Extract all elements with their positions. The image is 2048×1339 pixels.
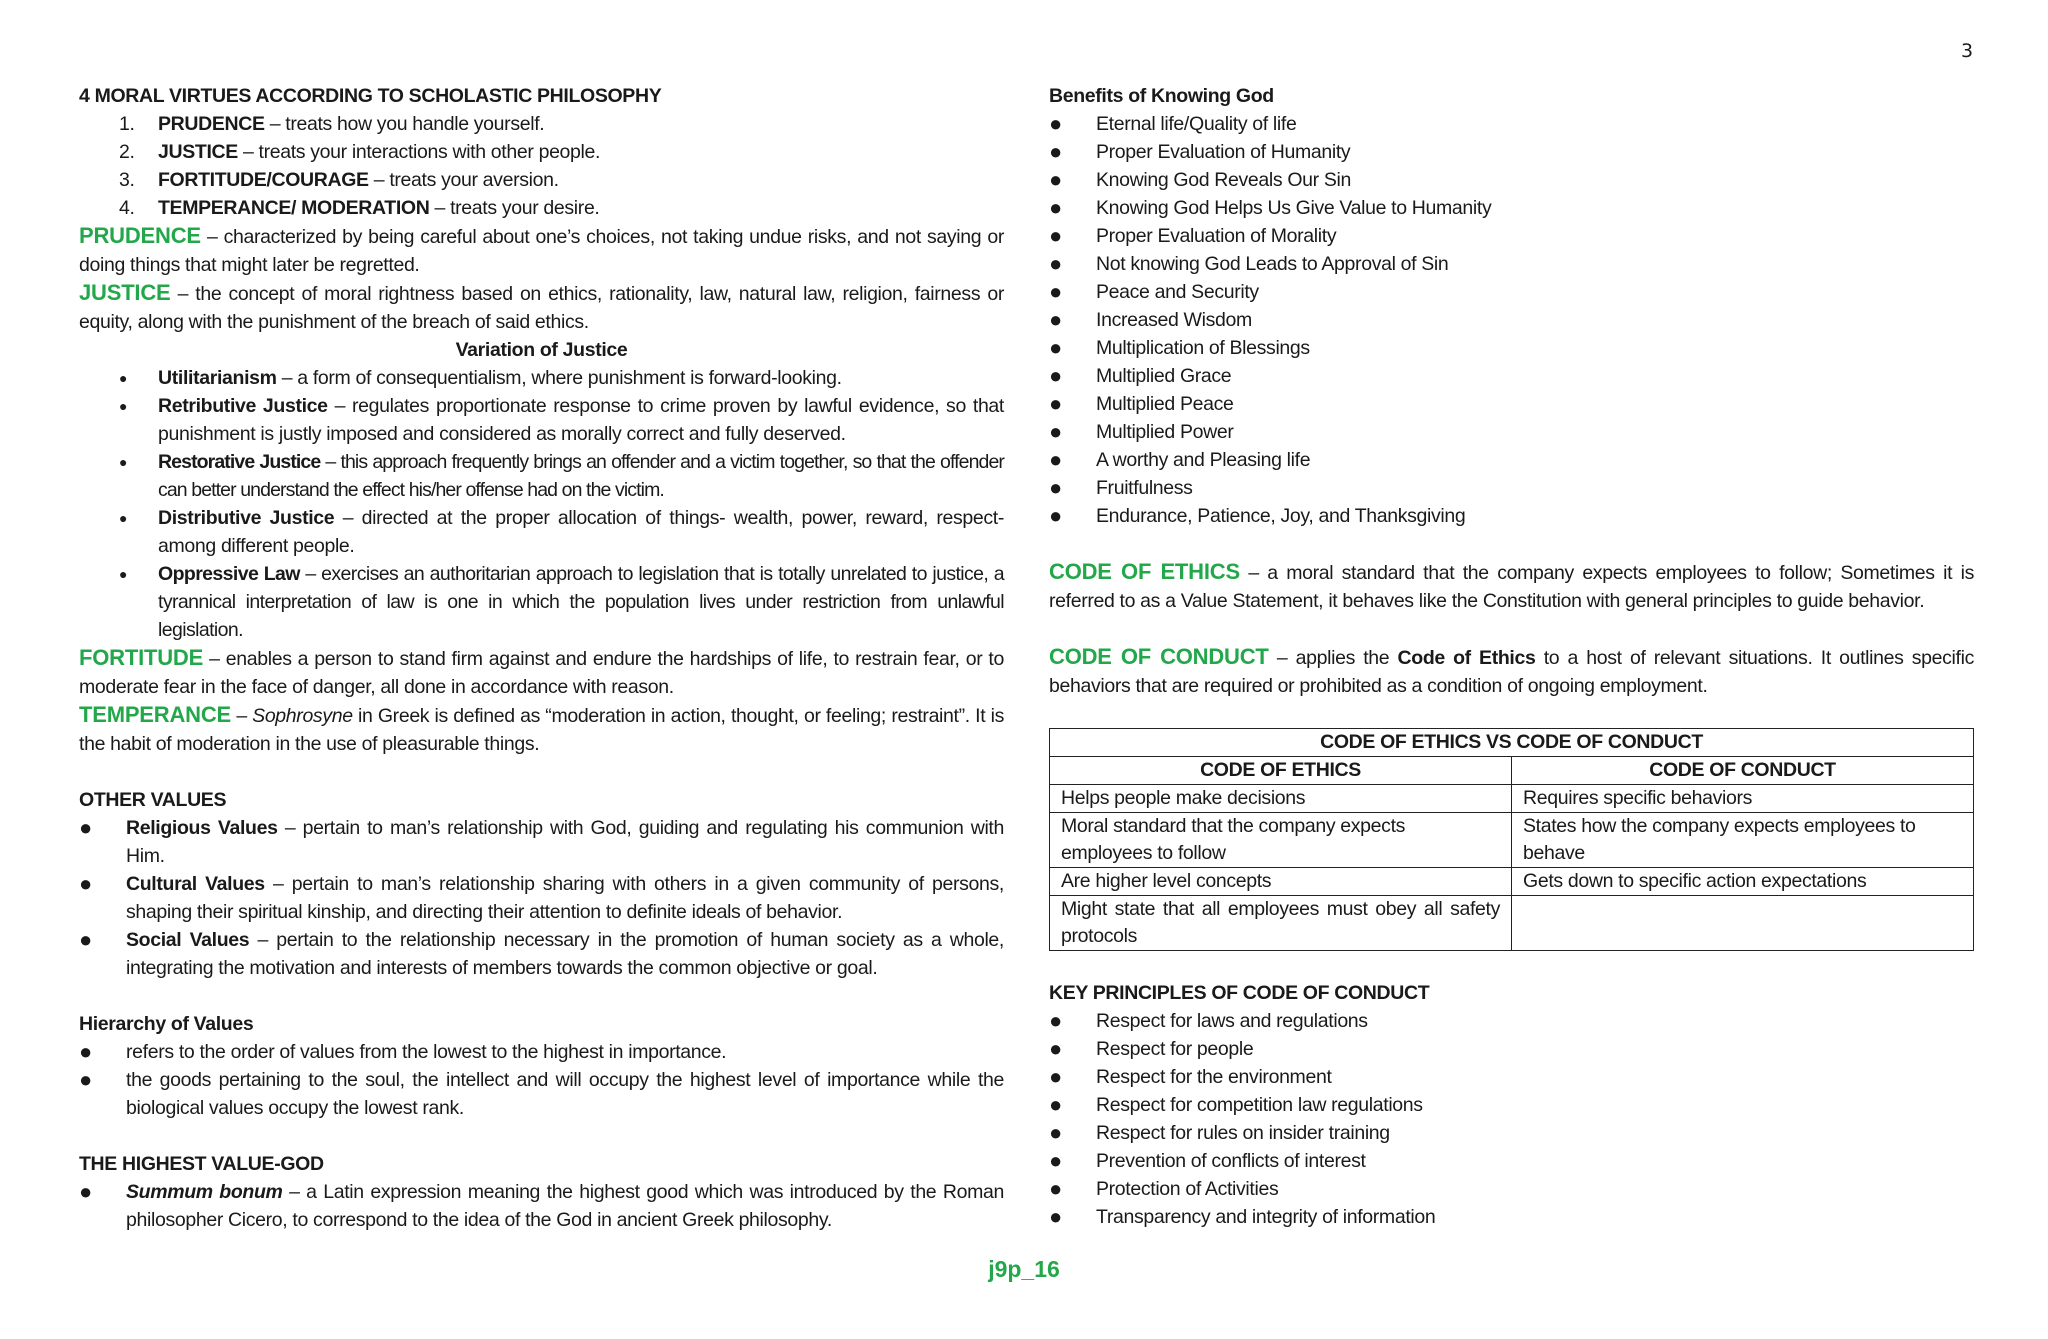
code-of-ethics-definition: CODE OF ETHICS – a moral standard that the company expects employees to follow; Sometimes it is referred to as a Value Statement, it behaves like the Constitution with general principles to guide behavior.	[1049, 559, 1974, 612]
list-item: ● Summum bonum – a Latin expression meaning the highest good which was introduced by the Roman philosopher Cicero, to correspond to the idea of the God in ancient Greek philosophy.	[79, 1179, 1004, 1231]
table-header-ethics: CODE OF ETHICS	[1050, 757, 1512, 785]
list-item: ● Respect for people	[1049, 1036, 1254, 1061]
hierarchy-heading: Hierarchy of Values	[79, 1013, 254, 1035]
list-item: ● Increased Wisdom	[1049, 307, 1252, 332]
list-item: 2. JUSTICE – treats your interactions with other people.	[119, 141, 601, 163]
list-item: 3. FORTITUDE/COURAGE – treats your aversion.	[119, 169, 559, 191]
list-item: ● Proper Evaluation of Morality	[1049, 223, 1337, 248]
list-item: ● Cultural Values – pertain to man’s relationship sharing with others in a given community of persons, shaping their spiritual kinship, and directing their attention to definite ideals of behavior.	[79, 871, 1004, 923]
variation-list	[79, 364, 1004, 644]
list-item: ● the goods pertaining to the soul, the intellect and will occupy the highest level of importance while the biological values occupy the lowest rank.	[79, 1067, 1004, 1119]
list-item: ● Social Values – pertain to the relationship necessary in the promotion of human society as a whole, integrating the motivation and interests of members towards the common objective or goal.	[79, 927, 1004, 979]
list-item: ● Endurance, Patience, Joy, and Thanksgiving	[1049, 503, 1466, 528]
virtues-heading: 4 MORAL VIRTUES ACCORDING TO SCHOLASTIC PHILOSOPHY	[79, 85, 662, 107]
list-item: ● Peace and Security	[1049, 279, 1259, 304]
list-item: ● Distributive Justice – directed at the proper allocation of things- wealth, power, reward, respect- among different people.	[119, 507, 1005, 557]
principles-heading: KEY PRINCIPLES OF CODE OF CONDUCT	[1049, 982, 1430, 1004]
table-row: Helps people make decisions Requires specific behaviors	[1050, 785, 1974, 813]
table-title: CODE OF ETHICS VS CODE OF CONDUCT	[1050, 729, 1974, 757]
list-item: ● Utilitarianism – a form of consequentialism, where punishment is forward-looking.	[119, 367, 842, 389]
list-item: ● Proper Evaluation of Humanity	[1049, 139, 1351, 164]
list-item: ● Multiplied Grace	[1049, 363, 1232, 388]
list-item: ● Respect for laws and regulations	[1049, 1008, 1368, 1033]
code-of-conduct-definition: CODE OF CONDUCT – applies the Code of Ethics to a host of relevant situations. It outlines specific behaviors that are required or prohibited as a condition of ongoing employment.	[1049, 644, 1974, 697]
list-item: ● Protection of Activities	[1049, 1176, 1279, 1201]
list-item: ● Multiplied Power	[1049, 419, 1234, 444]
principles-list	[1049, 1007, 1974, 1231]
list-item: ● Eternal life/Quality of life	[1049, 111, 1297, 136]
table-row: Moral standard that the company expects employees to follow States how the company expects employees to behave	[1050, 813, 1974, 868]
highest-value-heading: THE HIGHEST VALUE-GOD	[79, 1153, 324, 1175]
benefits-list	[1049, 110, 1974, 530]
left-column	[79, 82, 1004, 1234]
list-item: ● Not knowing God Leads to Approval of Sin	[1049, 251, 1449, 276]
list-item: ● Transparency and integrity of information	[1049, 1204, 1436, 1229]
list-item: 4. TEMPERANCE/ MODERATION – treats your desire.	[119, 197, 600, 219]
list-item: ● Multiplied Peace	[1049, 391, 1234, 416]
list-item: ● Prevention of conflicts of interest	[1049, 1148, 1366, 1173]
list-item: ● Respect for rules on insider training	[1049, 1120, 1390, 1145]
variation-heading: Variation of Justice	[455, 339, 628, 361]
other-values-heading: OTHER VALUES	[79, 789, 227, 811]
virtues-list	[79, 110, 1004, 222]
footer-watermark: j9p_16	[988, 1256, 1060, 1282]
list-item: ● Oppressive Law – exercises an authoritarian approach to legislation that is totally unrelated to justice, a tyrannical interpretation of law is one in which the population lives under restriction from unlawful legislation.	[119, 563, 1004, 641]
list-item: ● Knowing God Helps Us Give Value to Humanity	[1049, 195, 1492, 220]
list-item: ● A worthy and Pleasing life	[1049, 447, 1311, 472]
list-item: ● Fruitfulness	[1049, 475, 1193, 500]
list-item: ● Respect for the environment	[1049, 1064, 1332, 1089]
page-number: 3	[1961, 40, 1974, 62]
ethics-vs-conduct-table	[1049, 728, 1974, 951]
list-item: ● Retributive Justice – regulates proportionate response to crime proven by lawful evidence, so that punishment is justly imposed and considered as morally correct and fully deserved.	[119, 395, 1004, 445]
fortitude-definition: FORTITUDE – enables a person to stand firm against and endure the hardships of life, to restrain fear, or to moderate fear in the face of danger, all done in accordance with reason.	[79, 645, 1004, 698]
right-column	[1049, 82, 1974, 1231]
list-item: ● Multiplication of Blessings	[1049, 335, 1310, 360]
prudence-definition: PRUDENCE – characterized by being careful about one’s choices, not taking undue risks, and not saying or doing things that might later be regretted.	[79, 223, 1004, 276]
list-item: ● Restorative Justice – this approach frequently brings an offender and a victim together, so that the offender can better understand the effect his/her offense had on the victim.	[119, 451, 1004, 501]
benefits-heading: Benefits of Knowing God	[1049, 85, 1274, 107]
list-item: 1. PRUDENCE – treats how you handle yourself.	[119, 113, 545, 135]
table-header-conduct: CODE OF CONDUCT	[1512, 757, 1974, 785]
justice-definition: JUSTICE – the concept of moral rightness based on ethics, rationality, law, natural law, religion, fairness or equity, along with the punishment of the breach of said ethics.	[79, 280, 1004, 333]
table-row: Are higher level concepts Gets down to specific action expectations	[1050, 868, 1974, 896]
table-row: Might state that all employees must obey all safety protocols	[1050, 896, 1974, 951]
list-item: ● Religious Values – pertain to man’s relationship with God, guiding and regulating his communion with Him.	[79, 815, 1004, 867]
other-values-list	[79, 814, 1004, 982]
list-item: ● refers to the order of values from the lowest to the highest in importance.	[79, 1039, 727, 1064]
temperance-definition: TEMPERANCE – Sophrosyne in Greek is defined as “moderation in action, thought, or feeling; restraint”. It is the habit of moderation in the use of pleasurable things.	[79, 702, 1004, 755]
list-item: ● Respect for competition law regulations	[1049, 1092, 1423, 1117]
hierarchy-list	[79, 1038, 1004, 1122]
list-item: ● Knowing God Reveals Our Sin	[1049, 167, 1352, 192]
